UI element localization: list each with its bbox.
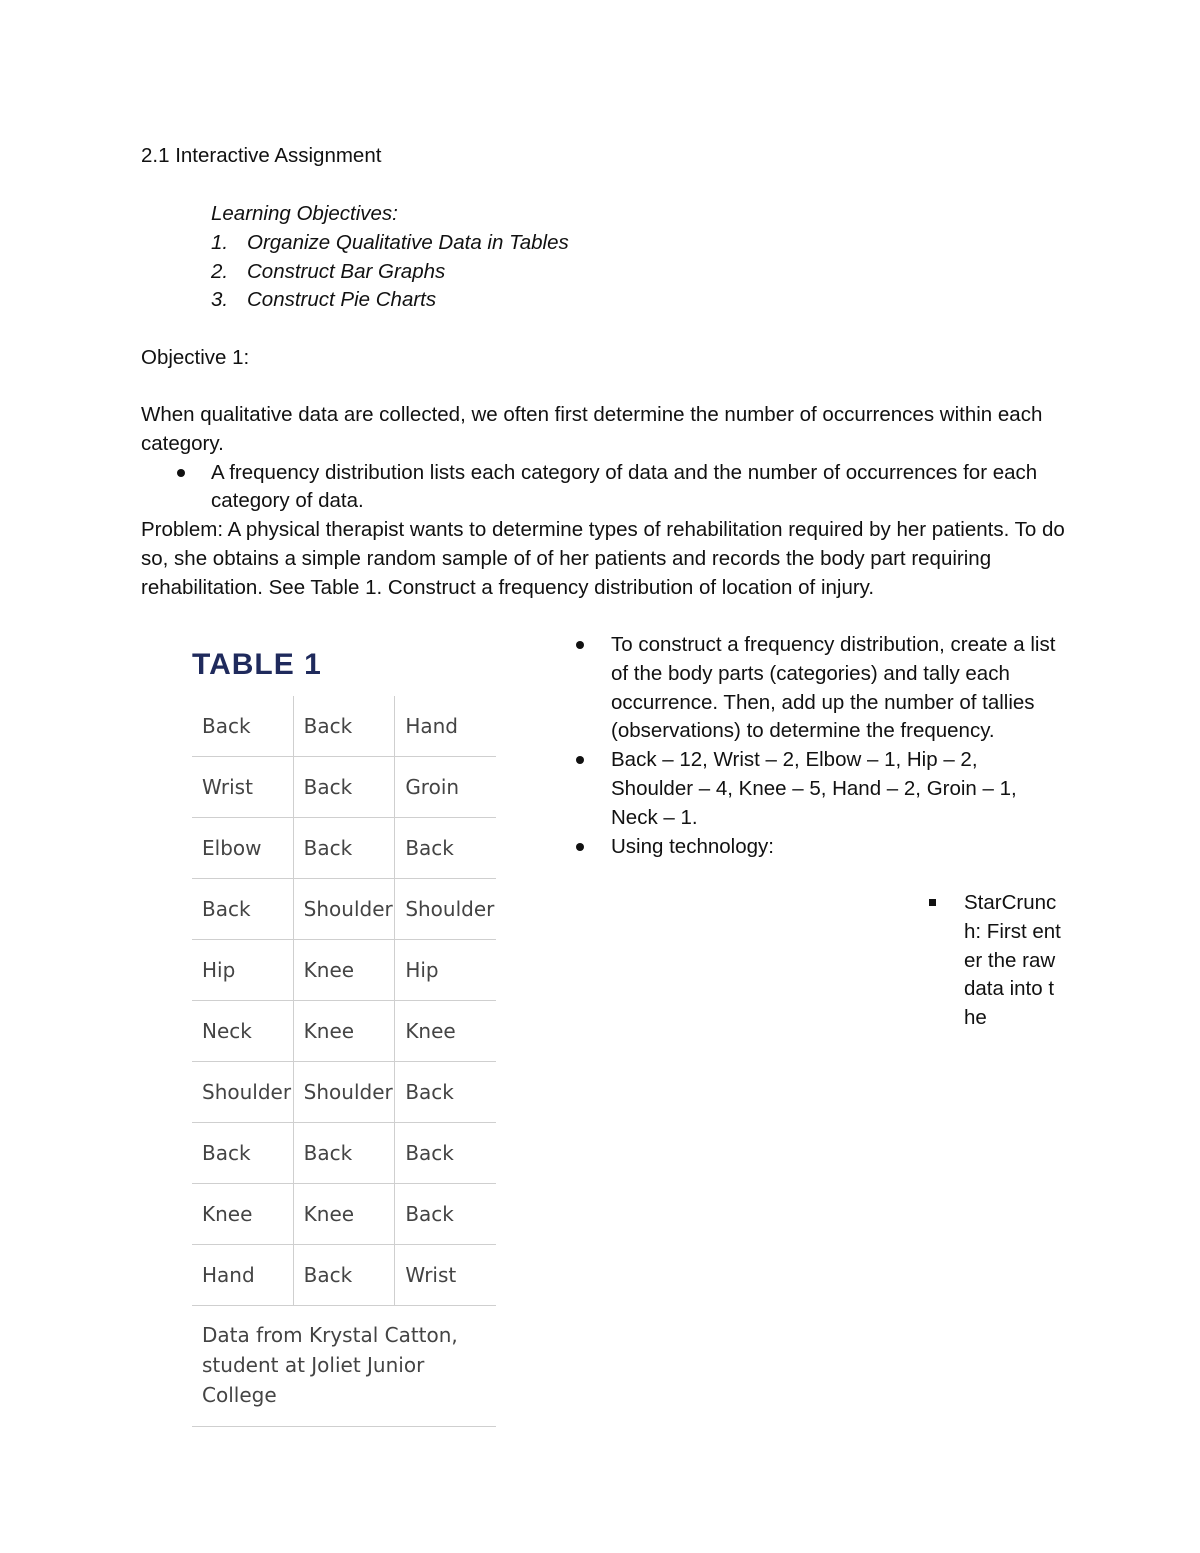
right-bullet-item bbox=[575, 833, 1065, 862]
table-cell: Hand bbox=[395, 696, 496, 757]
sub-bullet-item bbox=[929, 889, 1061, 1033]
problem-text: Problem: A physical therapist wants to determine types of rehabilitation required by her patients. To do so, she obtains a simple random sample of of her patients and records the body part requiring rehabilitation. See Table 1. Construct a frequency distribution of location of injury. bbox=[141, 518, 1065, 599]
objective-text: Construct Bar Graphs bbox=[247, 259, 446, 283]
table-cell: Back bbox=[293, 1245, 395, 1306]
table-cell: Back bbox=[395, 1123, 496, 1184]
objective-item bbox=[211, 286, 569, 315]
table-cell: Shoulder bbox=[293, 879, 395, 940]
table-cell: Back bbox=[192, 1123, 293, 1184]
right-bullet-item bbox=[575, 746, 1065, 832]
assignment-title: 2.1 Interactive Assignment bbox=[141, 144, 382, 167]
table-cell: Knee bbox=[293, 940, 395, 1001]
table-title: TABLE 1 bbox=[192, 648, 322, 681]
intro-paragraph: When qualitative data are collected, we often first determine the number of occurrences within each category. bbox=[141, 403, 1043, 455]
learning-objectives bbox=[211, 200, 569, 315]
table-cell: Back bbox=[395, 1062, 496, 1123]
table-row bbox=[192, 818, 496, 879]
intro-bullet-item bbox=[141, 459, 1071, 517]
table-cell: Back bbox=[395, 1184, 496, 1245]
table-source-line: student at Joliet Junior College bbox=[202, 1353, 425, 1407]
table-row bbox=[192, 879, 496, 940]
bullet-icon bbox=[576, 843, 584, 851]
bullet-icon bbox=[576, 641, 584, 649]
learning-objectives-list bbox=[211, 229, 569, 315]
table-row bbox=[192, 1062, 496, 1123]
table-source-note bbox=[192, 1306, 496, 1427]
data-table bbox=[192, 696, 496, 1306]
right-column bbox=[575, 631, 1065, 861]
table-cell: Back bbox=[192, 879, 293, 940]
table-cell: Hand bbox=[192, 1245, 293, 1306]
table-row bbox=[192, 940, 496, 1001]
table-cell: Shoulder bbox=[192, 1062, 293, 1123]
objective-item bbox=[211, 258, 569, 287]
table-row bbox=[192, 757, 496, 818]
right-bullet-text: Using technology: bbox=[611, 834, 774, 858]
bullet-icon bbox=[576, 756, 584, 764]
table-cell: Back bbox=[293, 757, 395, 818]
table-row bbox=[192, 1123, 496, 1184]
table-cell: Back bbox=[192, 696, 293, 757]
table-cell: Neck bbox=[192, 1001, 293, 1062]
table-cell: Back bbox=[293, 696, 395, 757]
intro-block bbox=[141, 401, 1071, 603]
bullet-icon bbox=[177, 469, 185, 477]
right-bullet-text: Back – 12, Wrist – 2, Elbow – 1, Hip – 2, Shoulder – 4, Knee – 5, Hand – 2, Groin – 1, Neck – 1. bbox=[611, 748, 1017, 829]
objective-item bbox=[211, 229, 569, 258]
table-cell: Knee bbox=[293, 1184, 395, 1245]
table-cell: Wrist bbox=[395, 1245, 496, 1306]
learning-objectives-heading: Learning Objectives: bbox=[211, 202, 398, 225]
table-cell: Knee bbox=[293, 1001, 395, 1062]
table-cell: Elbow bbox=[192, 818, 293, 879]
table-cell: Groin bbox=[395, 757, 496, 818]
table-cell: Back bbox=[293, 1123, 395, 1184]
table-cell: Shoulder bbox=[395, 879, 496, 940]
sub-bullet-text: StarCrunch: First enter the raw data into the bbox=[964, 891, 1061, 1030]
table-row bbox=[192, 696, 496, 757]
objective-text: Construct Pie Charts bbox=[247, 288, 437, 312]
table-source-line: Data from Krystal Catton, bbox=[202, 1323, 458, 1347]
intro-bullet-list bbox=[141, 459, 1071, 517]
intro-bullet-text: A frequency distribution lists each category of data and the number of occurrences for each category of data. bbox=[211, 460, 1038, 513]
table-cell: Wrist bbox=[192, 757, 293, 818]
table-cell: Hip bbox=[395, 940, 496, 1001]
right-bullet-text: To construct a frequency distribution, create a list of the body parts (categories) and tally each occurrence. Then, add up the number of tallies (observations) to determine the frequency. bbox=[611, 633, 1056, 743]
objective-1-heading: Objective 1: bbox=[141, 346, 250, 369]
objective-number: 2. bbox=[211, 259, 229, 283]
right-bullet-list bbox=[575, 631, 1065, 861]
right-bullet-item bbox=[575, 631, 1065, 746]
objective-text: Organize Qualitative Data in Tables bbox=[247, 230, 569, 254]
table-1-figure bbox=[192, 646, 496, 1427]
table-row bbox=[192, 1184, 496, 1245]
table-cell: Back bbox=[293, 818, 395, 879]
square-bullet-icon bbox=[929, 899, 936, 906]
table-cell: Back bbox=[395, 818, 496, 879]
table-cell: Knee bbox=[395, 1001, 496, 1062]
objective-number: 1. bbox=[211, 230, 229, 254]
table-cell: Knee bbox=[192, 1184, 293, 1245]
table-cell: Shoulder bbox=[293, 1062, 395, 1123]
table-cell: Hip bbox=[192, 940, 293, 1001]
table-row bbox=[192, 1245, 496, 1306]
table-row bbox=[192, 1001, 496, 1062]
objective-number: 3. bbox=[211, 288, 229, 312]
